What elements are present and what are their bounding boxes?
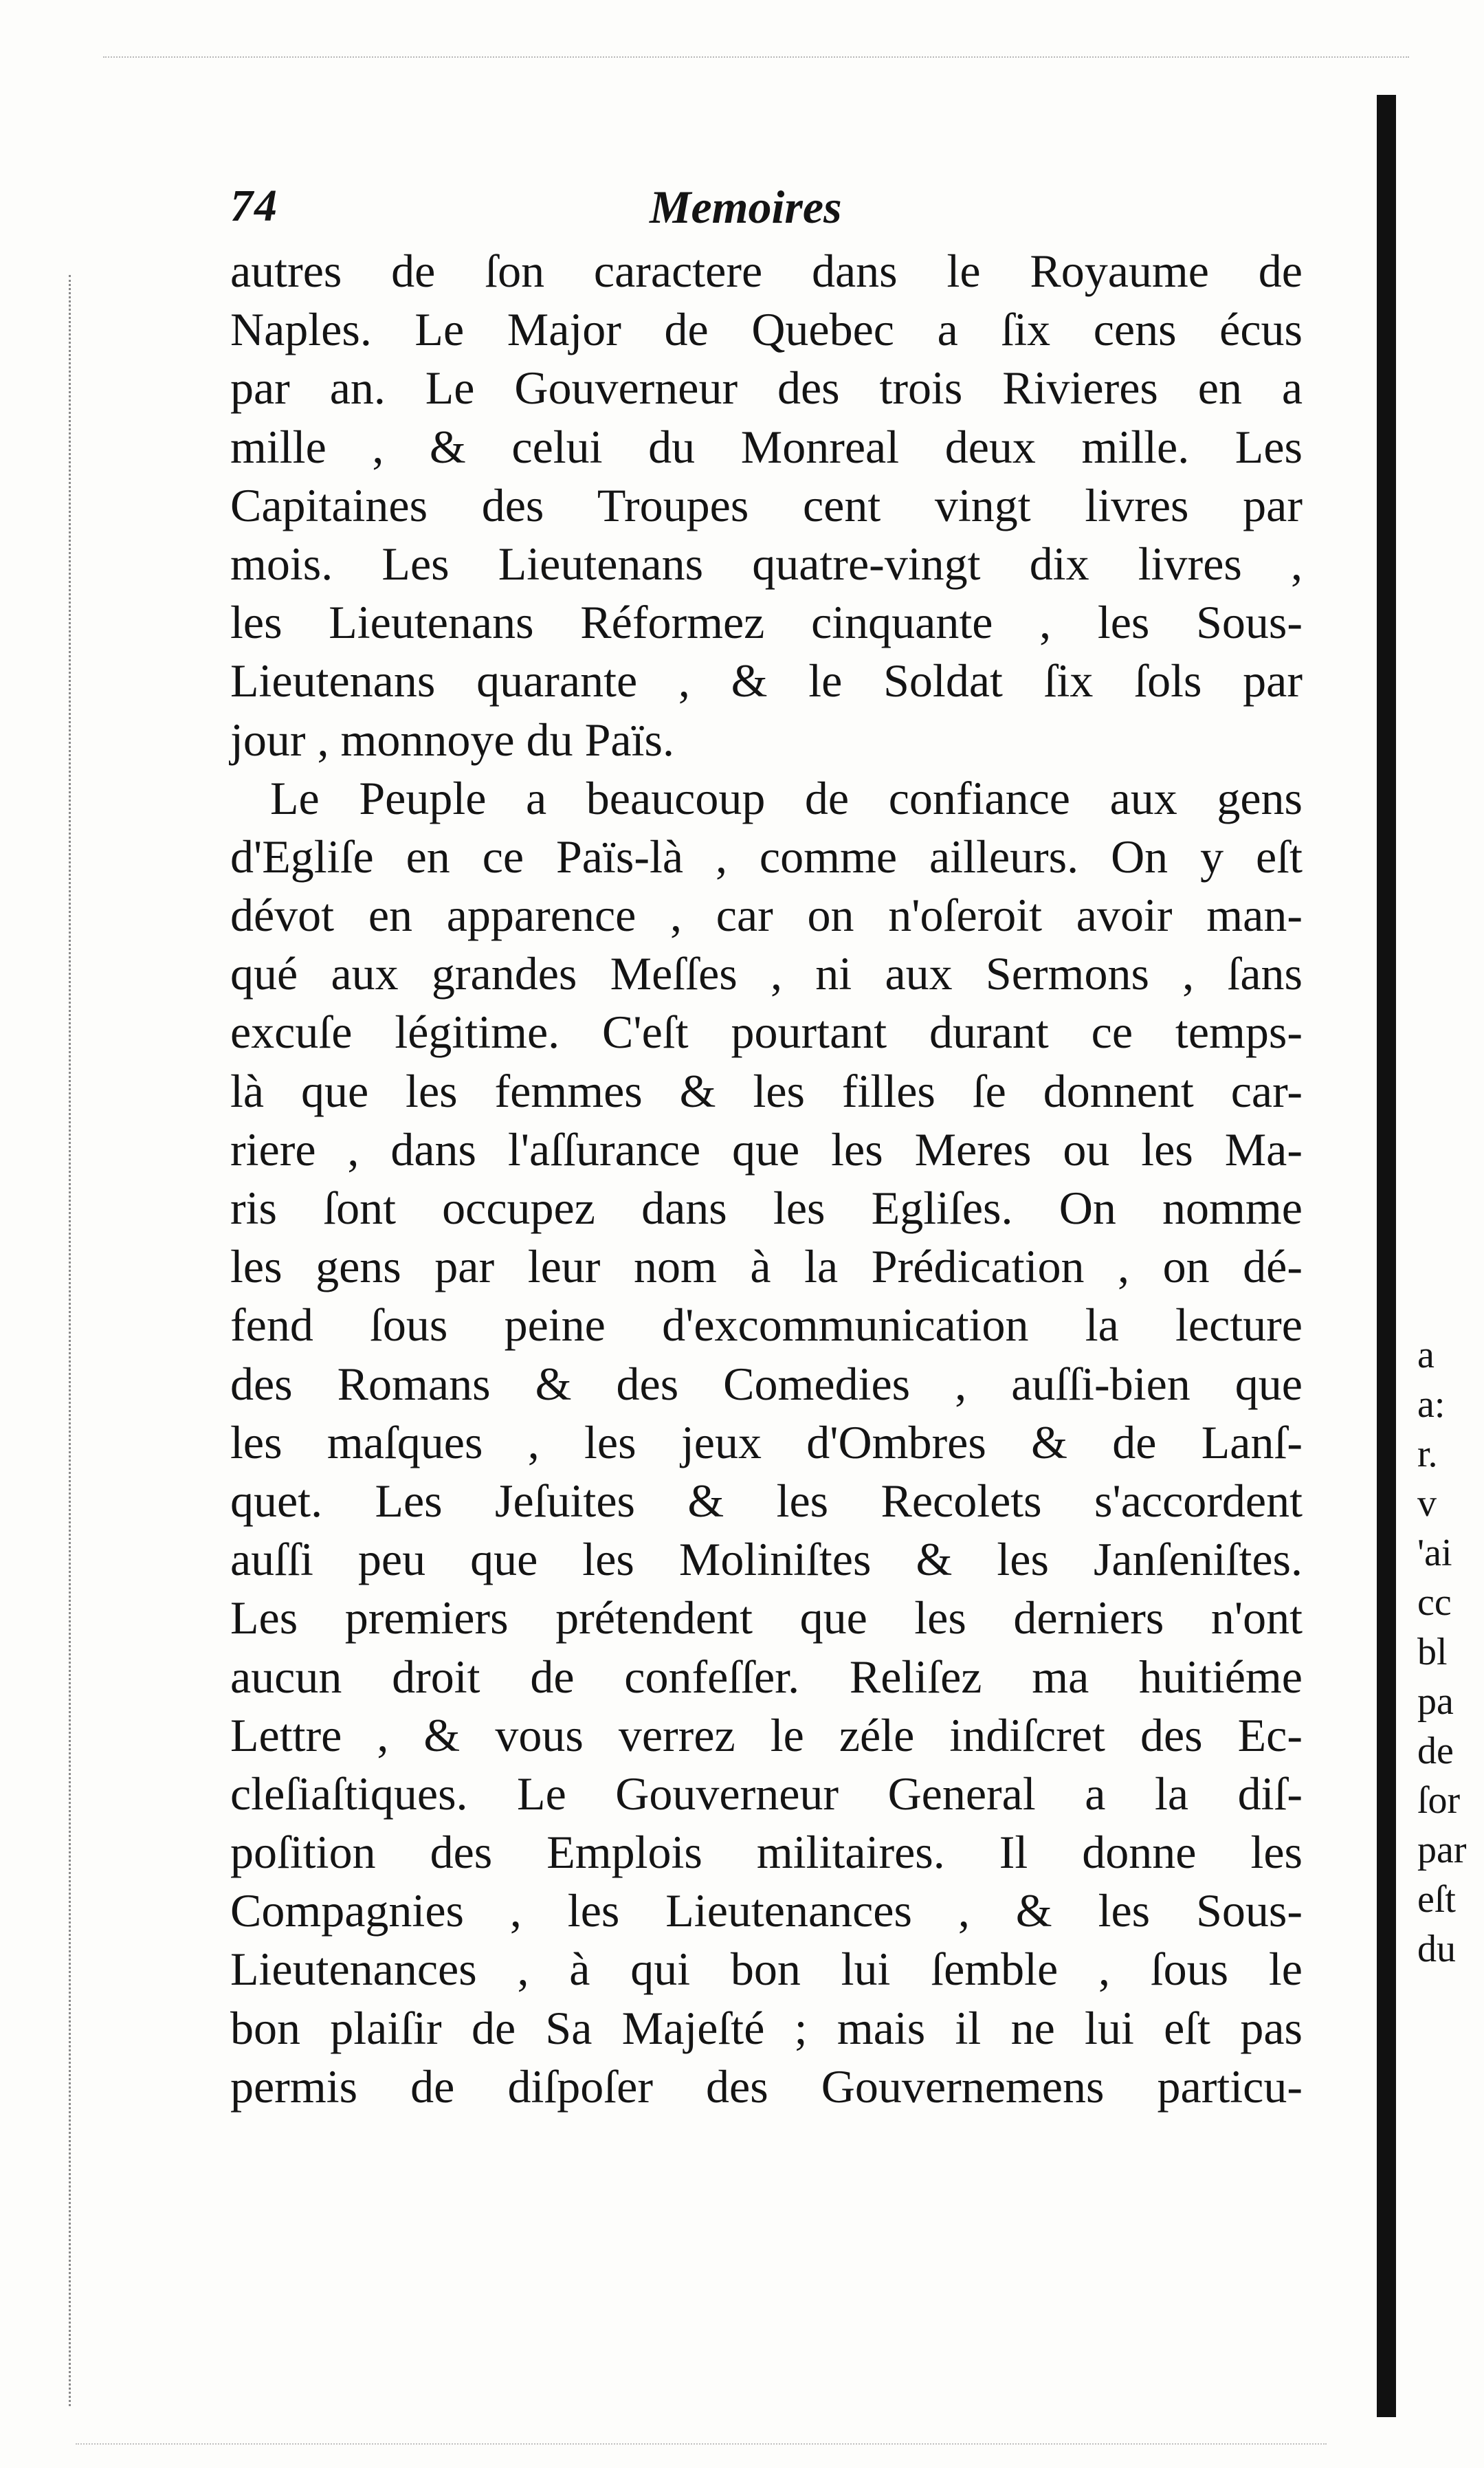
text-line: dévot en apparence , car on n'oſeroit avoir man- — [230, 889, 1303, 942]
text-line: aucun droit de confeſſer. Reliſez ma huitiéme — [230, 1650, 1303, 1703]
bleed-fragment: cc — [1417, 1581, 1452, 1624]
text-line: poſition des Emplois militaires. Il donne les — [230, 1826, 1303, 1879]
bleed-fragment: ſor — [1417, 1779, 1461, 1822]
text-line: excuſe légitime. C'eſt pourtant durant ce temps- — [230, 1006, 1303, 1059]
facing-page-bleed — [1417, 1330, 1479, 1974]
text-line: les gens par leur nom à la Prédication , on dé- — [230, 1240, 1303, 1293]
text-line: auſſi peu que les Moliniſtes & les Janſeniſtes. — [230, 1533, 1303, 1586]
text-line: des Romans & des Comedies , auſſi-bien que — [230, 1357, 1303, 1410]
page-number: 74 — [230, 181, 278, 231]
bleed-fragment: eſt — [1417, 1878, 1456, 1921]
text-line: mois. Les Lieutenans quatre-vingt dix livres , — [230, 537, 1303, 590]
bleed-fragment: pa — [1417, 1680, 1454, 1723]
bleed-fragment: bl — [1417, 1631, 1448, 1673]
text-line: là que les femmes & les filles ſe donnent car- — [230, 1064, 1303, 1117]
bleed-fragment: 'ai — [1417, 1532, 1452, 1574]
text-line: Naples. Le Major de Quebec a ſix cens écus — [230, 303, 1303, 356]
bleed-fragment: de — [1417, 1730, 1454, 1772]
bleed-fragment: a — [1417, 1334, 1435, 1376]
text-line: les maſques , les jeux d'Ombres & de Lanſ- — [230, 1415, 1303, 1468]
body-text — [230, 242, 1303, 2116]
text-line: bon plaiſir de Sa Majeſté ; mais il ne lui eſt pas — [230, 2001, 1303, 2054]
text-line: Lettre , & vous verrez le zéle indiſcret des Ec- — [230, 1708, 1303, 1761]
text-line: permis de diſpoſer des Gouvernemens particu- — [230, 2060, 1303, 2113]
text-line: Lieutenances , à qui bon lui ſemble , ſous le — [230, 1943, 1303, 1996]
text-line: d'Egliſe en ce Païs-là , comme ailleurs. On y eſt — [230, 830, 1303, 883]
bleed-fragment: v — [1417, 1482, 1437, 1525]
text-line: jour , monnoye du Païs. — [230, 713, 674, 766]
scan-noise-bottom — [76, 2439, 1327, 2445]
text-line: les Lieutenans Réformez cinquante , les Sous- — [230, 596, 1303, 649]
text-line: par an. Le Gouverneur des trois Rivieres en a — [230, 362, 1303, 415]
running-head — [230, 180, 1316, 235]
text-line: Les premiers prétendent que les derniers n'ont — [230, 1591, 1303, 1644]
text-line: quet. Les Jeſuites & les Recolets s'accordent — [230, 1474, 1303, 1527]
text-line: qué aux grandes Meſſes , ni aux Sermons , ſans — [230, 947, 1303, 1000]
scan-noise-top — [103, 56, 1409, 71]
bleed-fragment: par — [1417, 1829, 1467, 1871]
scan-noise-left-margin — [69, 275, 82, 2406]
text-line: Capitaines des Troupes cent vingt livres par — [230, 478, 1303, 531]
text-line: mille , & celui du Monreal deux mille. Les — [230, 420, 1303, 473]
text-line: ris ſont occupez dans les Egliſes. On nomme — [230, 1182, 1303, 1234]
running-title: Memoires — [650, 181, 842, 233]
text-line: riere , dans l'aſſurance que les Meres ou les Ma- — [230, 1123, 1303, 1176]
binding-gutter-shadow — [1377, 95, 1396, 2417]
text-line: Lieutenans quarante , & le Soldat ſix ſols par — [230, 654, 1303, 707]
bleed-fragment: du — [1417, 1928, 1456, 1970]
text-line: cleſiaſtiques. Le Gouverneur General a la diſ- — [230, 1767, 1303, 1820]
bleed-fragment: a: — [1417, 1383, 1446, 1426]
bleed-fragment: r. — [1417, 1433, 1438, 1475]
text-line: Compagnies , les Lieutenances , & les Sous- — [230, 1884, 1303, 1937]
paragraph-start-line: Le Peuple a beaucoup de confiance aux gens — [270, 771, 1303, 824]
text-line: fend ſous peine d'excommunication la lecture — [230, 1299, 1303, 1352]
text-line: autres de ſon caractere dans le Royaume de — [230, 245, 1303, 297]
